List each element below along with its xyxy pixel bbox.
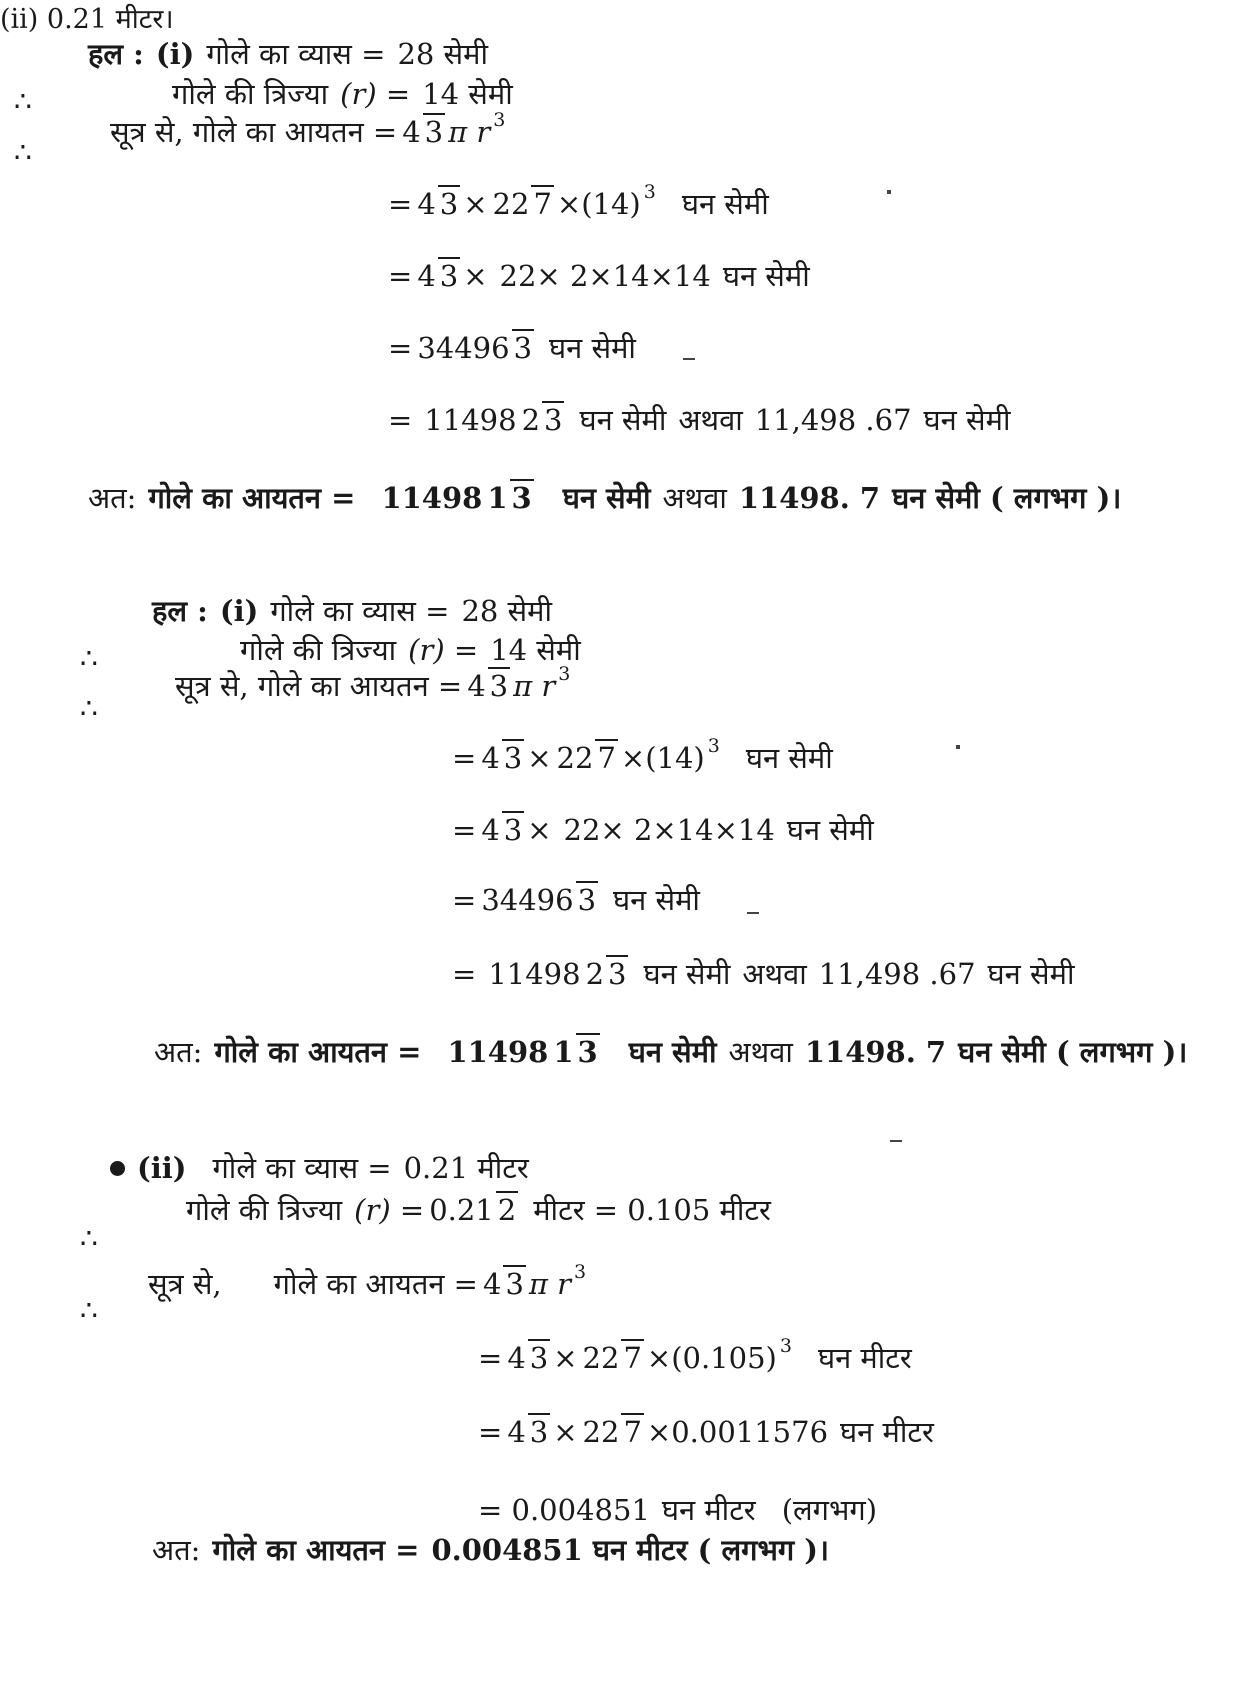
step-4: = 11498 2 3 घन सेमी अथवा 11,498 .67 घन सेमी xyxy=(452,957,1075,992)
unit: घन सेमी xyxy=(613,883,700,918)
final-whole: 11498 xyxy=(447,1035,549,1070)
fraction-four-thirds: 4 3 xyxy=(481,741,523,775)
fraction-2-3: 2 3 xyxy=(521,403,563,437)
cube-exponent: 3 xyxy=(493,109,506,132)
therefore-symbol: ∴ xyxy=(14,136,32,169)
or-word: अथवा xyxy=(728,1035,793,1070)
therefore-symbol: ∴ xyxy=(14,85,32,118)
diameter-value: 0.21 मीटर xyxy=(403,1151,529,1185)
final-answer xyxy=(88,481,1122,516)
unit: घन सेमी xyxy=(579,403,667,438)
unit: घन मीटर xyxy=(817,1341,912,1376)
formula-line xyxy=(148,1261,587,1302)
part-label: (i) xyxy=(155,37,195,71)
formula-label: सूत्र से, xyxy=(148,1267,222,1302)
final-approx: घन सेमी ( लगभग )। xyxy=(892,481,1122,516)
fraction-four-thirds: 4 3 xyxy=(481,813,523,847)
diameter-value: 28 सेमी xyxy=(461,594,553,628)
final-value: 0.004851 घन मीटर ( लगभग )। xyxy=(431,1533,829,1567)
pi-r: π r xyxy=(513,669,556,704)
unit: घन सेमी xyxy=(923,403,1011,438)
fraction-22-7: 22 7 xyxy=(582,1415,642,1449)
hal-label: हल : xyxy=(88,37,144,71)
hence-label: अत: xyxy=(88,481,137,516)
r-symbol: (r) = xyxy=(354,1193,425,1228)
scan-speck xyxy=(747,912,759,914)
r-symbol: (r) = xyxy=(340,77,411,111)
unit: घन सेमी xyxy=(987,957,1075,992)
fraction-22-7: 22 7 xyxy=(556,741,616,775)
diameter-value: 28 सेमी xyxy=(397,37,489,71)
decimal-value: 11,498 .67 xyxy=(818,957,976,992)
radius-label: गोले की त्रिज्या xyxy=(240,633,397,667)
product-expression: 22× 2×14×14 xyxy=(499,259,711,294)
fraction-four-thirds: 4 3 xyxy=(482,1267,524,1301)
diameter-line xyxy=(152,594,553,628)
mixed-whole: 11498 xyxy=(424,403,517,438)
scan-speck xyxy=(890,1140,902,1142)
step-1: = 4 3 × 22 7 × (0.105) 3 घन मीटर xyxy=(478,1335,912,1376)
step-2: = 4 3 × 22 7 × 0.0011576 घन मीटर xyxy=(478,1415,934,1450)
radius-label: गोले की त्रिज्या xyxy=(172,77,329,111)
part-label: (i) xyxy=(219,594,259,628)
formula-line xyxy=(110,109,506,150)
fraction-four-thirds: 4 3 xyxy=(402,115,444,149)
radius-value: 14 सेमी xyxy=(490,633,581,667)
unit: घन सेमी xyxy=(562,481,651,516)
formula-label: सूत्र से, गोले का आयतन = xyxy=(175,669,463,704)
mixed-whole: 11498 xyxy=(488,957,581,992)
radius-cubed: (14) xyxy=(645,741,705,776)
volume-label: गोले का आयतन = xyxy=(273,1267,478,1302)
pi-r: π r xyxy=(528,1267,572,1302)
cube-exponent: 3 xyxy=(558,663,571,686)
final-whole: 11498 xyxy=(381,481,483,516)
fraction-1-3: 1 3 xyxy=(553,1035,598,1069)
diameter-label: गोले का व्यास = xyxy=(206,37,386,71)
unit: घन मीटर xyxy=(661,1493,756,1527)
pi-r: π r xyxy=(448,115,491,150)
hal-label: हल : xyxy=(152,594,208,628)
formula-line xyxy=(175,663,571,704)
step-3: = 34496 3 घन सेमी xyxy=(452,883,700,918)
radius-line xyxy=(240,633,581,667)
part-label: (ii) xyxy=(137,1151,187,1185)
unit: घन सेमी xyxy=(786,813,874,848)
final-answer xyxy=(154,1035,1188,1070)
formula-label: सूत्र से, गोले का आयतन = xyxy=(110,115,398,150)
fraction-radius: 0.21 2 xyxy=(429,1193,517,1227)
product-expression: 22× 2×14×14 xyxy=(563,813,775,848)
radius-cubed: (0.105) xyxy=(671,1341,777,1376)
final-decimal: 11498. 7 xyxy=(738,481,881,516)
radius-value: 14 सेमी xyxy=(422,77,513,111)
cube-exponent: 3 xyxy=(574,1261,587,1284)
fraction-34496-3: 34496 3 xyxy=(417,331,533,365)
therefore-symbol: ∴ xyxy=(80,1222,98,1255)
step-2: = 4 3 × 22× 2×14×14 घन सेमी xyxy=(452,813,874,848)
final-answer xyxy=(152,1533,829,1567)
fraction-22-7: 22 7 xyxy=(492,187,552,221)
header-text: (ii) 0.21 मीटर। xyxy=(0,4,174,35)
therefore-symbol: ∴ xyxy=(80,1294,98,1327)
hence-label: अत: xyxy=(152,1533,201,1567)
cube-value: 0.0011576 xyxy=(671,1415,829,1450)
unit: घन सेमी xyxy=(549,331,636,366)
unit: घन सेमी xyxy=(628,1035,717,1070)
final-volume-label: गोले का आयतन = xyxy=(212,1533,420,1567)
diameter-line xyxy=(110,1151,529,1185)
diameter-label: गोले का व्यास = xyxy=(212,1151,392,1185)
step-3 xyxy=(478,1493,878,1527)
final-approx: घन सेमी ( लगभग )। xyxy=(958,1035,1188,1070)
therefore-symbol: ∴ xyxy=(80,642,98,675)
final-decimal: 11498. 7 xyxy=(804,1035,947,1070)
final-volume-label: गोले का आयतन = xyxy=(148,481,356,516)
step-1: = 4 3 × 22 7 × (14) 3 घन सेमी xyxy=(388,181,769,222)
unit: घन सेमी xyxy=(643,957,731,992)
fraction-four-thirds: 4 3 xyxy=(507,1415,549,1449)
fraction-four-thirds: 4 3 xyxy=(417,187,459,221)
diameter-label: गोले का व्यास = xyxy=(270,594,450,628)
fraction-34496-3: 34496 3 xyxy=(481,883,597,917)
unit: घन सेमी xyxy=(745,741,833,776)
r-symbol: (r) = xyxy=(408,633,479,667)
fraction-four-thirds: 4 3 xyxy=(417,259,459,293)
approx: (लगभग) xyxy=(781,1493,878,1527)
radius-line xyxy=(186,1193,771,1228)
diameter-line xyxy=(88,37,489,71)
fraction-2-3: 2 3 xyxy=(585,957,627,991)
fraction-four-thirds: 4 3 xyxy=(467,669,509,703)
decimal-value: 11,498 .67 xyxy=(754,403,912,438)
radius-label: गोले की त्रिज्या xyxy=(186,1193,343,1228)
fraction-four-thirds: 4 3 xyxy=(507,1341,549,1375)
unit: घन सेमी xyxy=(722,259,810,294)
radius-cubed: (14) xyxy=(581,187,641,222)
final-volume-label: गोले का आयतन = xyxy=(214,1035,422,1070)
therefore-symbol: ∴ xyxy=(80,692,98,725)
bullet-dot xyxy=(110,1161,125,1176)
scan-speck xyxy=(683,358,695,360)
step-4: = 11498 2 3 घन सेमी अथवा 11,498 .67 घन सेमी xyxy=(388,403,1011,438)
header-line xyxy=(0,6,174,33)
fraction-22-7: 22 7 xyxy=(582,1341,642,1375)
scan-speck xyxy=(887,190,891,194)
unit: घन मीटर xyxy=(840,1415,934,1450)
step-2: = 4 3 × 22× 2×14×14 घन सेमी xyxy=(388,259,810,294)
scan-speck xyxy=(956,745,960,749)
or-word: अथवा xyxy=(742,957,807,992)
result-value: = 0.004851 xyxy=(478,1493,650,1527)
radius-result: मीटर = 0.105 मीटर xyxy=(533,1193,771,1228)
hence-label: अत: xyxy=(154,1035,203,1070)
or-word: अथवा xyxy=(678,403,743,438)
fraction-1-3: 1 3 xyxy=(487,481,532,515)
radius-line xyxy=(172,77,513,111)
unit: घन सेमी xyxy=(681,187,769,222)
or-word: अथवा xyxy=(662,481,727,516)
step-1: = 4 3 × 22 7 × (14) 3 घन सेमी xyxy=(452,735,833,776)
step-3: = 34496 3 घन सेमी xyxy=(388,331,636,366)
